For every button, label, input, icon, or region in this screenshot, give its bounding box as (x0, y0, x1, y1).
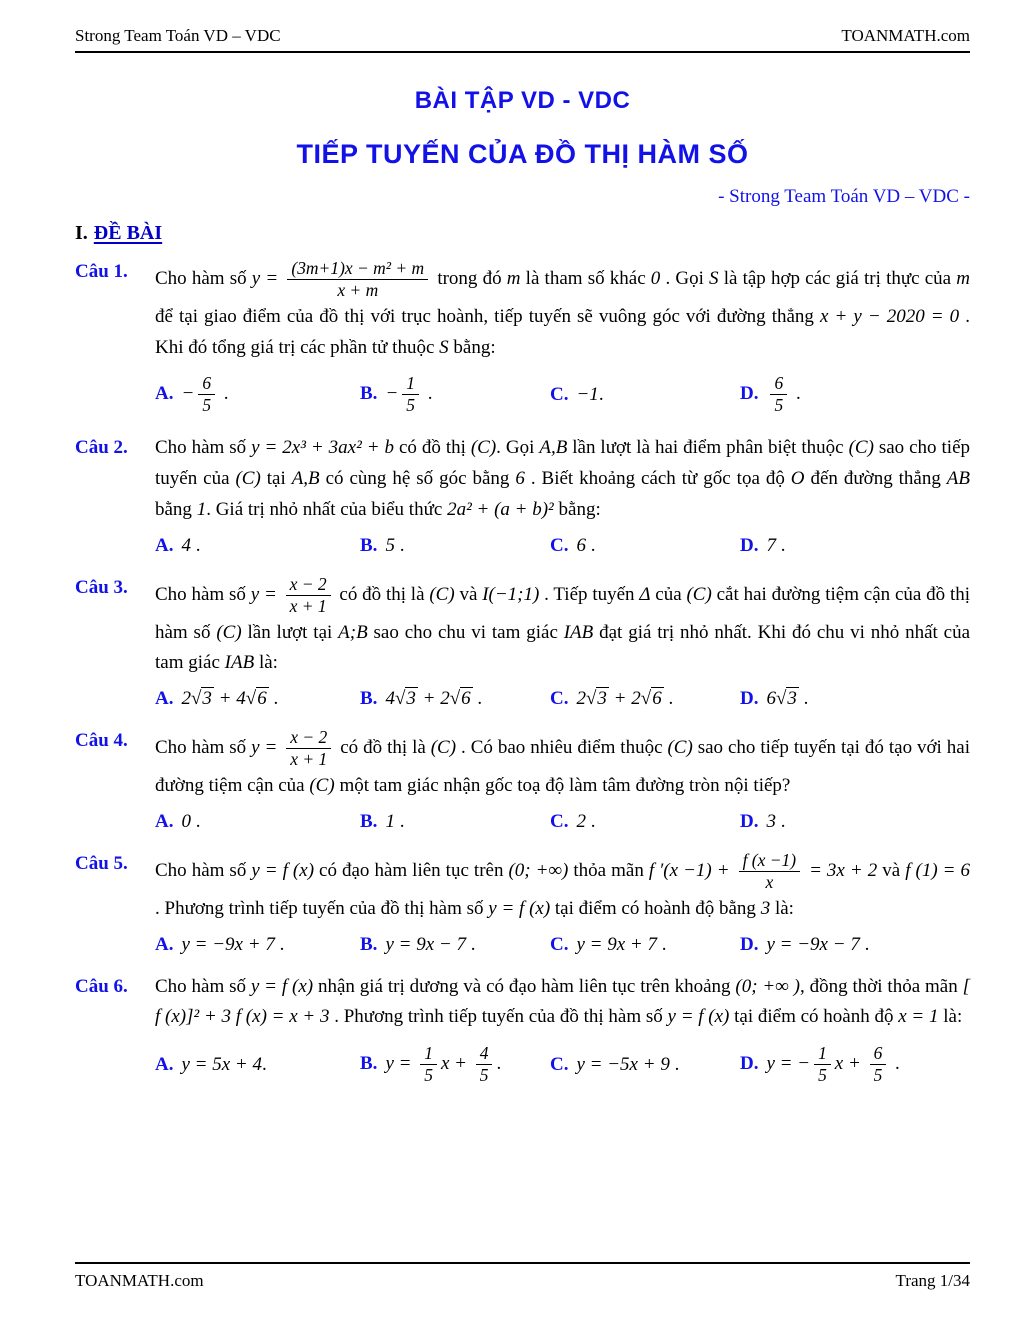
text-run: có cùng hệ số góc bằng (319, 468, 516, 490)
answer-letter: B. (360, 933, 378, 955)
answer-letter: D. (740, 534, 759, 556)
text-run: là: (254, 652, 278, 674)
text-run: . (394, 534, 405, 556)
math-run: IAB (563, 621, 594, 643)
math-run: 2 (576, 810, 586, 832)
text-run: . Phương trình tiếp tuyến của đồ thị hàm số (155, 897, 489, 919)
answer-row (155, 688, 970, 710)
answer-option (740, 1042, 970, 1087)
text-run: sao cho tiếp tuyến của (155, 437, 971, 490)
math-run: (C) (430, 737, 457, 758)
fraction-numerator: 1 (814, 1043, 831, 1065)
radical-sign-icon: √ (245, 688, 257, 710)
answer-option (550, 1054, 740, 1076)
question (75, 849, 970, 956)
answer-letter: C. (550, 933, 569, 955)
math-run: y = (250, 583, 282, 605)
radical-sign-icon: √ (190, 688, 202, 710)
math-run: y = 5x + 4 (181, 1053, 262, 1075)
math-run: 2 (576, 688, 586, 710)
answer-option (550, 688, 740, 710)
text-run: . (585, 810, 596, 832)
answer-option (155, 811, 360, 833)
math-run: y = f (x) (667, 1006, 730, 1028)
text-run: . (394, 810, 405, 832)
text-run: lần lượt tại (241, 621, 339, 643)
math-run: y = − (766, 1052, 811, 1074)
math-run: S (709, 267, 719, 289)
text-run: . (798, 688, 809, 710)
text-run: . (496, 1052, 502, 1074)
answer-letter: B. (360, 534, 378, 556)
fraction-denominator: 5 (202, 395, 212, 416)
answer-letter: C. (550, 688, 569, 710)
math-run: (C) (667, 737, 693, 758)
text-run: là: (938, 1006, 963, 1028)
radicand: 3 (597, 688, 607, 710)
math-run: I(−1;1) (482, 583, 540, 605)
math-run: = 3x + 2 (804, 859, 878, 881)
math-run: y = f (x) (251, 859, 315, 881)
fraction (286, 574, 331, 617)
math-run: y = f (x) (250, 975, 314, 997)
answer-row (155, 535, 970, 557)
math-run: 3 (766, 810, 776, 832)
answer-option (360, 811, 550, 833)
fraction-denominator: 5 (406, 395, 415, 416)
text-run: cắt hai đường tiệm cận của đồ thị hàm số (155, 583, 971, 643)
square-root (776, 687, 799, 709)
question (75, 573, 970, 710)
question-body (155, 257, 970, 363)
answer-letter: B. (360, 383, 378, 405)
math-run: Δ (639, 583, 651, 605)
math-run: (C) (470, 437, 497, 459)
answer-option (155, 535, 360, 557)
answer-option (360, 934, 550, 956)
text-run: đạt giá trị nhỏ nhất. Khi đó chu vi nhỏ nhất của tam giác (155, 621, 971, 674)
answer-letter: D. (740, 1052, 759, 1074)
answer-letter: A. (155, 688, 174, 710)
radicand: 6 (257, 688, 267, 710)
fraction-denominator: x (765, 871, 774, 892)
text-run: . (669, 1053, 680, 1075)
answer-letter: A. (155, 1053, 174, 1075)
fraction-denominator: x + m (337, 279, 379, 300)
math-run: (0; +∞) (508, 859, 569, 881)
question-body (155, 726, 970, 802)
fraction-denominator: 5 (818, 1065, 827, 1086)
answer-letter: C. (550, 1053, 569, 1075)
question-row (75, 257, 970, 363)
math-run: 2 (181, 688, 191, 710)
text-run: . (190, 534, 201, 556)
fraction-numerator: x − 2 (286, 574, 331, 596)
text-run: . (262, 1053, 267, 1075)
fraction-denominator: x + 1 (289, 595, 327, 616)
answer-option (155, 934, 360, 956)
fraction (198, 373, 215, 416)
text-run: và (454, 583, 483, 605)
math-run: x + y − 2020 = 0 (820, 305, 960, 327)
question-body (155, 433, 970, 525)
answer-letter: B. (360, 1052, 378, 1074)
text-run: của (650, 583, 687, 605)
question-label: Câu 5. (75, 852, 128, 874)
radicand: 3 (787, 688, 797, 710)
question-row (75, 433, 970, 525)
question-body (155, 573, 970, 679)
math-run: −1 (576, 383, 599, 405)
text-run: . Có bao nhiêu điểm thuộc (456, 737, 668, 758)
math-run: x + (834, 1052, 866, 1074)
text-run: trong đó (432, 267, 507, 289)
fraction-numerator: 6 (770, 373, 787, 395)
page-footer (75, 1262, 970, 1291)
text-run: . (190, 810, 201, 832)
answer-letter: A. (155, 933, 174, 955)
text-run: Cho hàm số (155, 267, 252, 289)
text-run: . (274, 933, 285, 955)
math-run: 0 (181, 810, 191, 832)
math-run: AB (946, 468, 971, 490)
answer-option (550, 934, 740, 956)
text-run: có đạo hàm liên tục trên (314, 859, 509, 881)
fraction-numerator: f (x −1) (739, 850, 801, 872)
fraction (402, 373, 419, 416)
math-run: 6 (515, 468, 525, 490)
answer-row (155, 934, 970, 956)
text-run: . (219, 383, 229, 405)
math-run: x + (440, 1052, 472, 1074)
text-run: có đồ thị là (335, 737, 431, 758)
math-run: 2a² + (a + b)² (447, 498, 554, 520)
text-run: một tam giác nhận gốc toạ độ làm tâm đường tròn nội tiếp? (334, 775, 791, 797)
answer-letter: D. (740, 688, 759, 710)
square-root (246, 687, 269, 709)
answer-letter: C. (550, 534, 569, 556)
text-run: . (268, 688, 279, 710)
text-run: là tham số khác (520, 267, 651, 289)
header-right-text: TOANMATH.com (841, 26, 970, 45)
text-run: Cho hàm số (155, 437, 252, 459)
math-run: 1 (196, 498, 207, 520)
math-run: y = 9x + 7 (576, 933, 657, 955)
answer-option (360, 1042, 550, 1087)
radicand: 6 (652, 688, 662, 710)
answer-option (155, 372, 360, 417)
square-root (586, 687, 609, 709)
math-run: f (1) = 6 (905, 859, 971, 881)
text-run: thỏa mãn (568, 859, 649, 881)
fraction-denominator: 5 (873, 1065, 883, 1086)
math-run: (C) (686, 583, 712, 605)
text-run: tại điểm có hoành độ bằng (550, 897, 761, 919)
text-run: sao cho chu vi tam giác (367, 621, 564, 643)
question-label: Câu 2. (75, 437, 128, 459)
footer-right-text: Trang 1/34 (895, 1271, 970, 1290)
footer-left-text: TOANMATH.com (75, 1271, 204, 1290)
math-run: 4 (181, 534, 191, 556)
fraction-numerator: 1 (420, 1043, 437, 1065)
answer-letter: D. (740, 383, 759, 405)
question-label: Câu 4. (75, 730, 128, 752)
math-run: y = (251, 267, 284, 289)
text-run: bằng (155, 498, 197, 520)
text-run: . Phương trình tiếp tuyến của đồ thị hàm số (329, 1006, 668, 1028)
math-run: S (439, 336, 449, 358)
text-run: . Biết khoảng cách từ gốc tọa độ (524, 468, 791, 490)
radical-sign-icon: √ (640, 688, 652, 710)
text-run: tại (260, 468, 292, 490)
text-run: . Gọi (496, 437, 540, 459)
math-run: y = 9x − 7 (385, 933, 466, 955)
math-run: − (385, 383, 399, 405)
answer-letter: A. (155, 810, 174, 832)
fraction-denominator: 5 (774, 395, 784, 416)
fraction (420, 1043, 437, 1086)
fraction (286, 727, 331, 770)
answer-row (155, 372, 970, 417)
text-run: . (775, 534, 786, 556)
math-run: m (956, 267, 971, 289)
section-heading (75, 222, 970, 245)
square-root (395, 687, 418, 709)
text-run: . Tiếp tuyến (539, 583, 640, 605)
math-run: 1 (385, 810, 395, 832)
answer-letter: B. (360, 810, 378, 832)
answer-letter: A. (155, 383, 174, 405)
math-run: 4 (385, 688, 395, 710)
math-run: IAB (224, 652, 255, 674)
answer-letter: D. (740, 933, 759, 955)
text-run: . (585, 534, 596, 556)
text-run: Cho hàm số (155, 583, 251, 605)
fraction (814, 1043, 831, 1086)
math-run: [ f (x)]² + 3 f (x) = x + 3 (155, 975, 970, 1028)
text-run: và (877, 859, 906, 881)
math-run: 7 (766, 534, 776, 556)
math-run: y = 2x³ + 3ax² + b (251, 437, 395, 459)
text-run: có đồ thị (394, 437, 471, 459)
question-row (75, 972, 970, 1034)
math-run: − (181, 383, 195, 405)
math-run: y = −9x − 7 (766, 933, 860, 955)
text-run: sao cho tiếp tuyến tại đó tạo với hai đường tiệm cận của (155, 737, 970, 797)
text-run: bằng: (553, 498, 601, 520)
math-run: (C) (235, 468, 261, 490)
answer-option (550, 384, 740, 406)
fraction-denominator: 5 (479, 1065, 489, 1086)
document-title: BÀI TẬP VD - VDC (414, 87, 631, 114)
byline: - Strong Team Toán VD – VDC - (718, 186, 970, 207)
text-run: . (465, 933, 476, 955)
radical-sign-icon: √ (394, 688, 406, 710)
answer-letter: C. (550, 810, 569, 832)
text-run: . (472, 688, 483, 710)
answer-option (740, 372, 970, 417)
math-run: A,B (291, 468, 320, 490)
text-run: , đồng thời thỏa mãn (799, 975, 963, 997)
answer-option (740, 535, 970, 557)
question-label: Câu 1. (75, 261, 128, 282)
answer-option (740, 688, 970, 710)
answer-letter: A. (155, 534, 174, 556)
radical-sign-icon: √ (449, 688, 461, 710)
fraction-numerator: 1 (402, 373, 419, 395)
text-run: đến đường thẳng (804, 468, 947, 490)
math-run: y = −9x + 7 (181, 933, 275, 955)
document-subtitle: TIẾP TUYẾN CỦA ĐỒ THỊ HÀM SỐ (296, 139, 749, 169)
fraction (476, 1043, 493, 1086)
question (75, 257, 970, 417)
answer-option (740, 934, 970, 956)
text-run: nhận giá trị dương và có đạo hàm liên tục trên khoảng (313, 975, 736, 997)
text-run: . (890, 1052, 900, 1074)
question-row (75, 849, 970, 925)
fraction (739, 850, 801, 893)
math-run: f ′(x −1) + (648, 859, 735, 881)
section-number: I. (75, 222, 88, 244)
text-run: có đồ thị là (334, 583, 430, 605)
math-run: 6 (576, 534, 586, 556)
question-list (75, 257, 970, 1087)
radicand: 3 (202, 688, 212, 710)
text-run: . (423, 383, 433, 405)
section-title: ĐỀ BÀI (93, 222, 163, 244)
math-run: (0; +∞ ) (735, 975, 800, 997)
answer-row (155, 811, 970, 833)
answer-option (360, 688, 550, 710)
radical-sign-icon: √ (775, 688, 787, 710)
math-run: 3 (760, 897, 771, 919)
answer-option (155, 1054, 360, 1076)
fraction-numerator: 4 (476, 1043, 493, 1065)
square-root (641, 687, 664, 709)
text-run: Cho hàm số (155, 859, 252, 881)
text-run: . Gọi (660, 267, 710, 289)
header-left-text: Strong Team Toán VD – VDC (75, 26, 281, 45)
answer-option (360, 372, 550, 417)
math-run: O (790, 468, 805, 490)
math-run: A,B (539, 437, 568, 459)
text-run: . (859, 933, 870, 955)
answer-letter: D. (740, 810, 759, 832)
text-run: lần lượt là hai điểm phân biệt thuộc (567, 437, 849, 459)
question-label: Câu 3. (75, 576, 128, 598)
radical-sign-icon: √ (585, 688, 597, 710)
square-root (191, 687, 214, 709)
question-label: Câu 6. (75, 975, 128, 997)
question (75, 726, 970, 833)
answer-row (155, 1042, 970, 1087)
math-run: (C) (429, 583, 455, 605)
math-run: y = (251, 737, 283, 758)
answer-option (740, 811, 970, 833)
text-run: bằng: (448, 336, 496, 358)
text-run: . (598, 383, 604, 405)
text-run: là tập hợp các giá trị thực của (718, 267, 957, 289)
answer-letter: C. (550, 383, 569, 405)
answer-option (550, 535, 740, 557)
radicand: 3 (406, 688, 416, 710)
math-run: y = f (x) (488, 897, 551, 919)
answer-letter: B. (360, 688, 378, 710)
fraction (870, 1043, 887, 1086)
text-run: . (657, 933, 667, 955)
question-body (155, 972, 970, 1034)
fraction-denominator: 5 (424, 1065, 433, 1086)
math-run: (C) (848, 437, 874, 459)
answer-option (360, 535, 550, 557)
question-row (75, 726, 970, 802)
text-run: Cho hàm số (155, 975, 251, 997)
math-run: + 2 (608, 688, 641, 710)
math-run: 5 (385, 534, 395, 556)
fraction-denominator: x + 1 (290, 749, 328, 770)
fraction-numerator: 6 (870, 1043, 887, 1065)
math-run: m (506, 267, 521, 289)
text-run: . Giá trị nhỏ nhất của biểu thức (206, 498, 448, 520)
page-header (75, 26, 970, 53)
math-run: 0 (650, 267, 661, 289)
fraction (287, 258, 428, 301)
math-run: A;B (338, 621, 368, 643)
answer-option (550, 811, 740, 833)
math-run: y = −5x + 9 (576, 1053, 670, 1075)
math-run: (C) (309, 775, 335, 797)
text-run: . (663, 688, 674, 710)
text-run: Cho hàm số (155, 737, 252, 758)
math-run: + 4 (213, 688, 246, 710)
text-run: tại điểm có hoành độ (729, 1006, 899, 1028)
math-run: 6 (766, 688, 776, 710)
math-run: y = (385, 1052, 417, 1074)
question (75, 972, 970, 1087)
square-root (450, 687, 473, 709)
radicand: 6 (461, 688, 471, 710)
question-row (75, 573, 970, 679)
question (75, 433, 970, 556)
text-run: là: (770, 897, 794, 919)
fraction-numerator: (3m+1)x − m² + m (287, 258, 428, 280)
math-run: x = 1 (898, 1006, 939, 1028)
fraction-numerator: x − 2 (286, 727, 331, 749)
fraction-numerator: 6 (198, 373, 215, 395)
question-body (155, 849, 970, 925)
text-run: . Khi đó tổng giá trị các phần tử thuộc (155, 305, 970, 358)
answer-option (155, 688, 360, 710)
fraction (770, 373, 787, 416)
math-run: + 2 (417, 688, 450, 710)
math-run: (C) (216, 621, 242, 643)
text-run: . (775, 810, 786, 832)
text-run: . (791, 383, 801, 405)
text-run: để tại giao điểm của đồ thị với trục hoành, tiếp tuyến sẽ vuông góc với đường thẳng (155, 305, 820, 327)
